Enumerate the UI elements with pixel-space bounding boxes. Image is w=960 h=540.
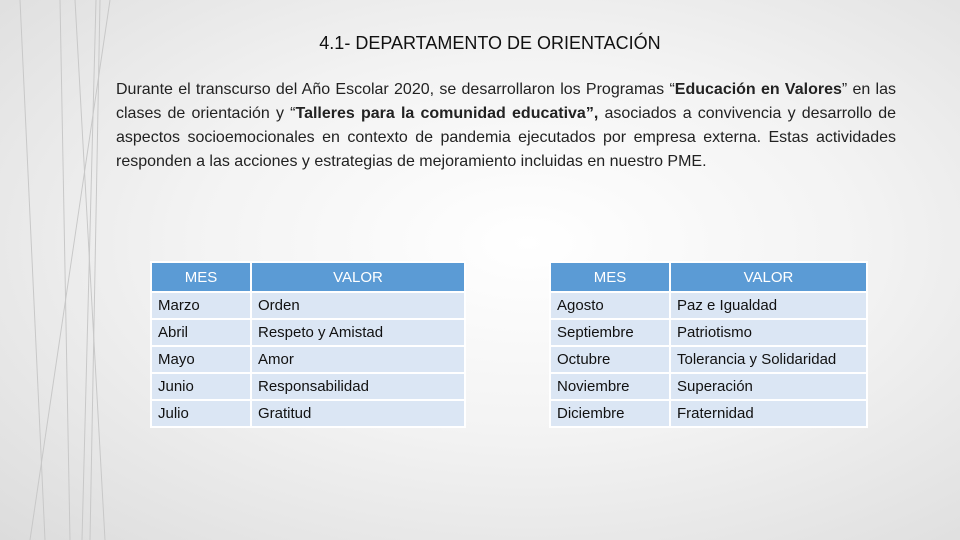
month-cell: Junio (151, 373, 251, 400)
month-cell: Agosto (550, 292, 670, 319)
month-cell: Marzo (151, 292, 251, 319)
paragraph-text-2: ” en las clases de orientación y “ (116, 81, 897, 122)
paragraph-bold-2: Talleres para la comunidad educativa”, (295, 105, 599, 122)
values-table-right (549, 261, 868, 428)
value-cell: Amor (251, 346, 465, 373)
table-row (550, 373, 867, 400)
month-cell: Septiembre (550, 319, 670, 346)
month-cell: Diciembre (550, 400, 670, 427)
value-cell: Respeto y Amistad (251, 319, 465, 346)
value-cell: Responsabilidad (251, 373, 465, 400)
header-valor: VALOR (251, 262, 465, 292)
value-cell: Tolerancia y Solidaridad (670, 346, 867, 373)
header-valor: VALOR (670, 262, 867, 292)
table-header-row (151, 262, 465, 292)
value-cell: Patriotismo (670, 319, 867, 346)
value-cell: Fraternidad (670, 400, 867, 427)
values-table-left (150, 261, 466, 428)
header-mes: MES (550, 262, 670, 292)
table-row (550, 292, 867, 319)
table-header-row (550, 262, 867, 292)
value-cell: Superación (670, 373, 867, 400)
paragraph-bold-1: Educación en Valores (674, 81, 842, 98)
description-paragraph (116, 78, 896, 174)
table-row (550, 346, 867, 373)
value-cell: Paz e Igualdad (670, 292, 867, 319)
table-row (151, 319, 465, 346)
month-cell: Abril (151, 319, 251, 346)
month-cell: Noviembre (550, 373, 670, 400)
table-row (151, 400, 465, 427)
paragraph-text-3: asociados a convivencia y desarrollo de aspectos socioemocionales en contexto de pandemia ejecutados por empresa externa. Estas actividades responden a las acciones y estrategias de mejoramiento incluidas en nuestro PME. (116, 105, 897, 170)
paragraph-text-1: Durante el transcurso del Año Escolar 2020, se desarrollaron los Programas “ (116, 81, 675, 98)
value-cell: Orden (251, 292, 465, 319)
table-row (550, 319, 867, 346)
table-row (151, 373, 465, 400)
table-row (151, 292, 465, 319)
decorative-lines (0, 0, 130, 540)
month-cell: Julio (151, 400, 251, 427)
header-mes: MES (151, 262, 251, 292)
table-row (151, 346, 465, 373)
month-cell: Octubre (550, 346, 670, 373)
table-row (550, 400, 867, 427)
month-cell: Mayo (151, 346, 251, 373)
page-title: 4.1- DEPARTAMENTO DE ORIENTACIÓN (319, 33, 661, 53)
value-cell: Gratitud (251, 400, 465, 427)
